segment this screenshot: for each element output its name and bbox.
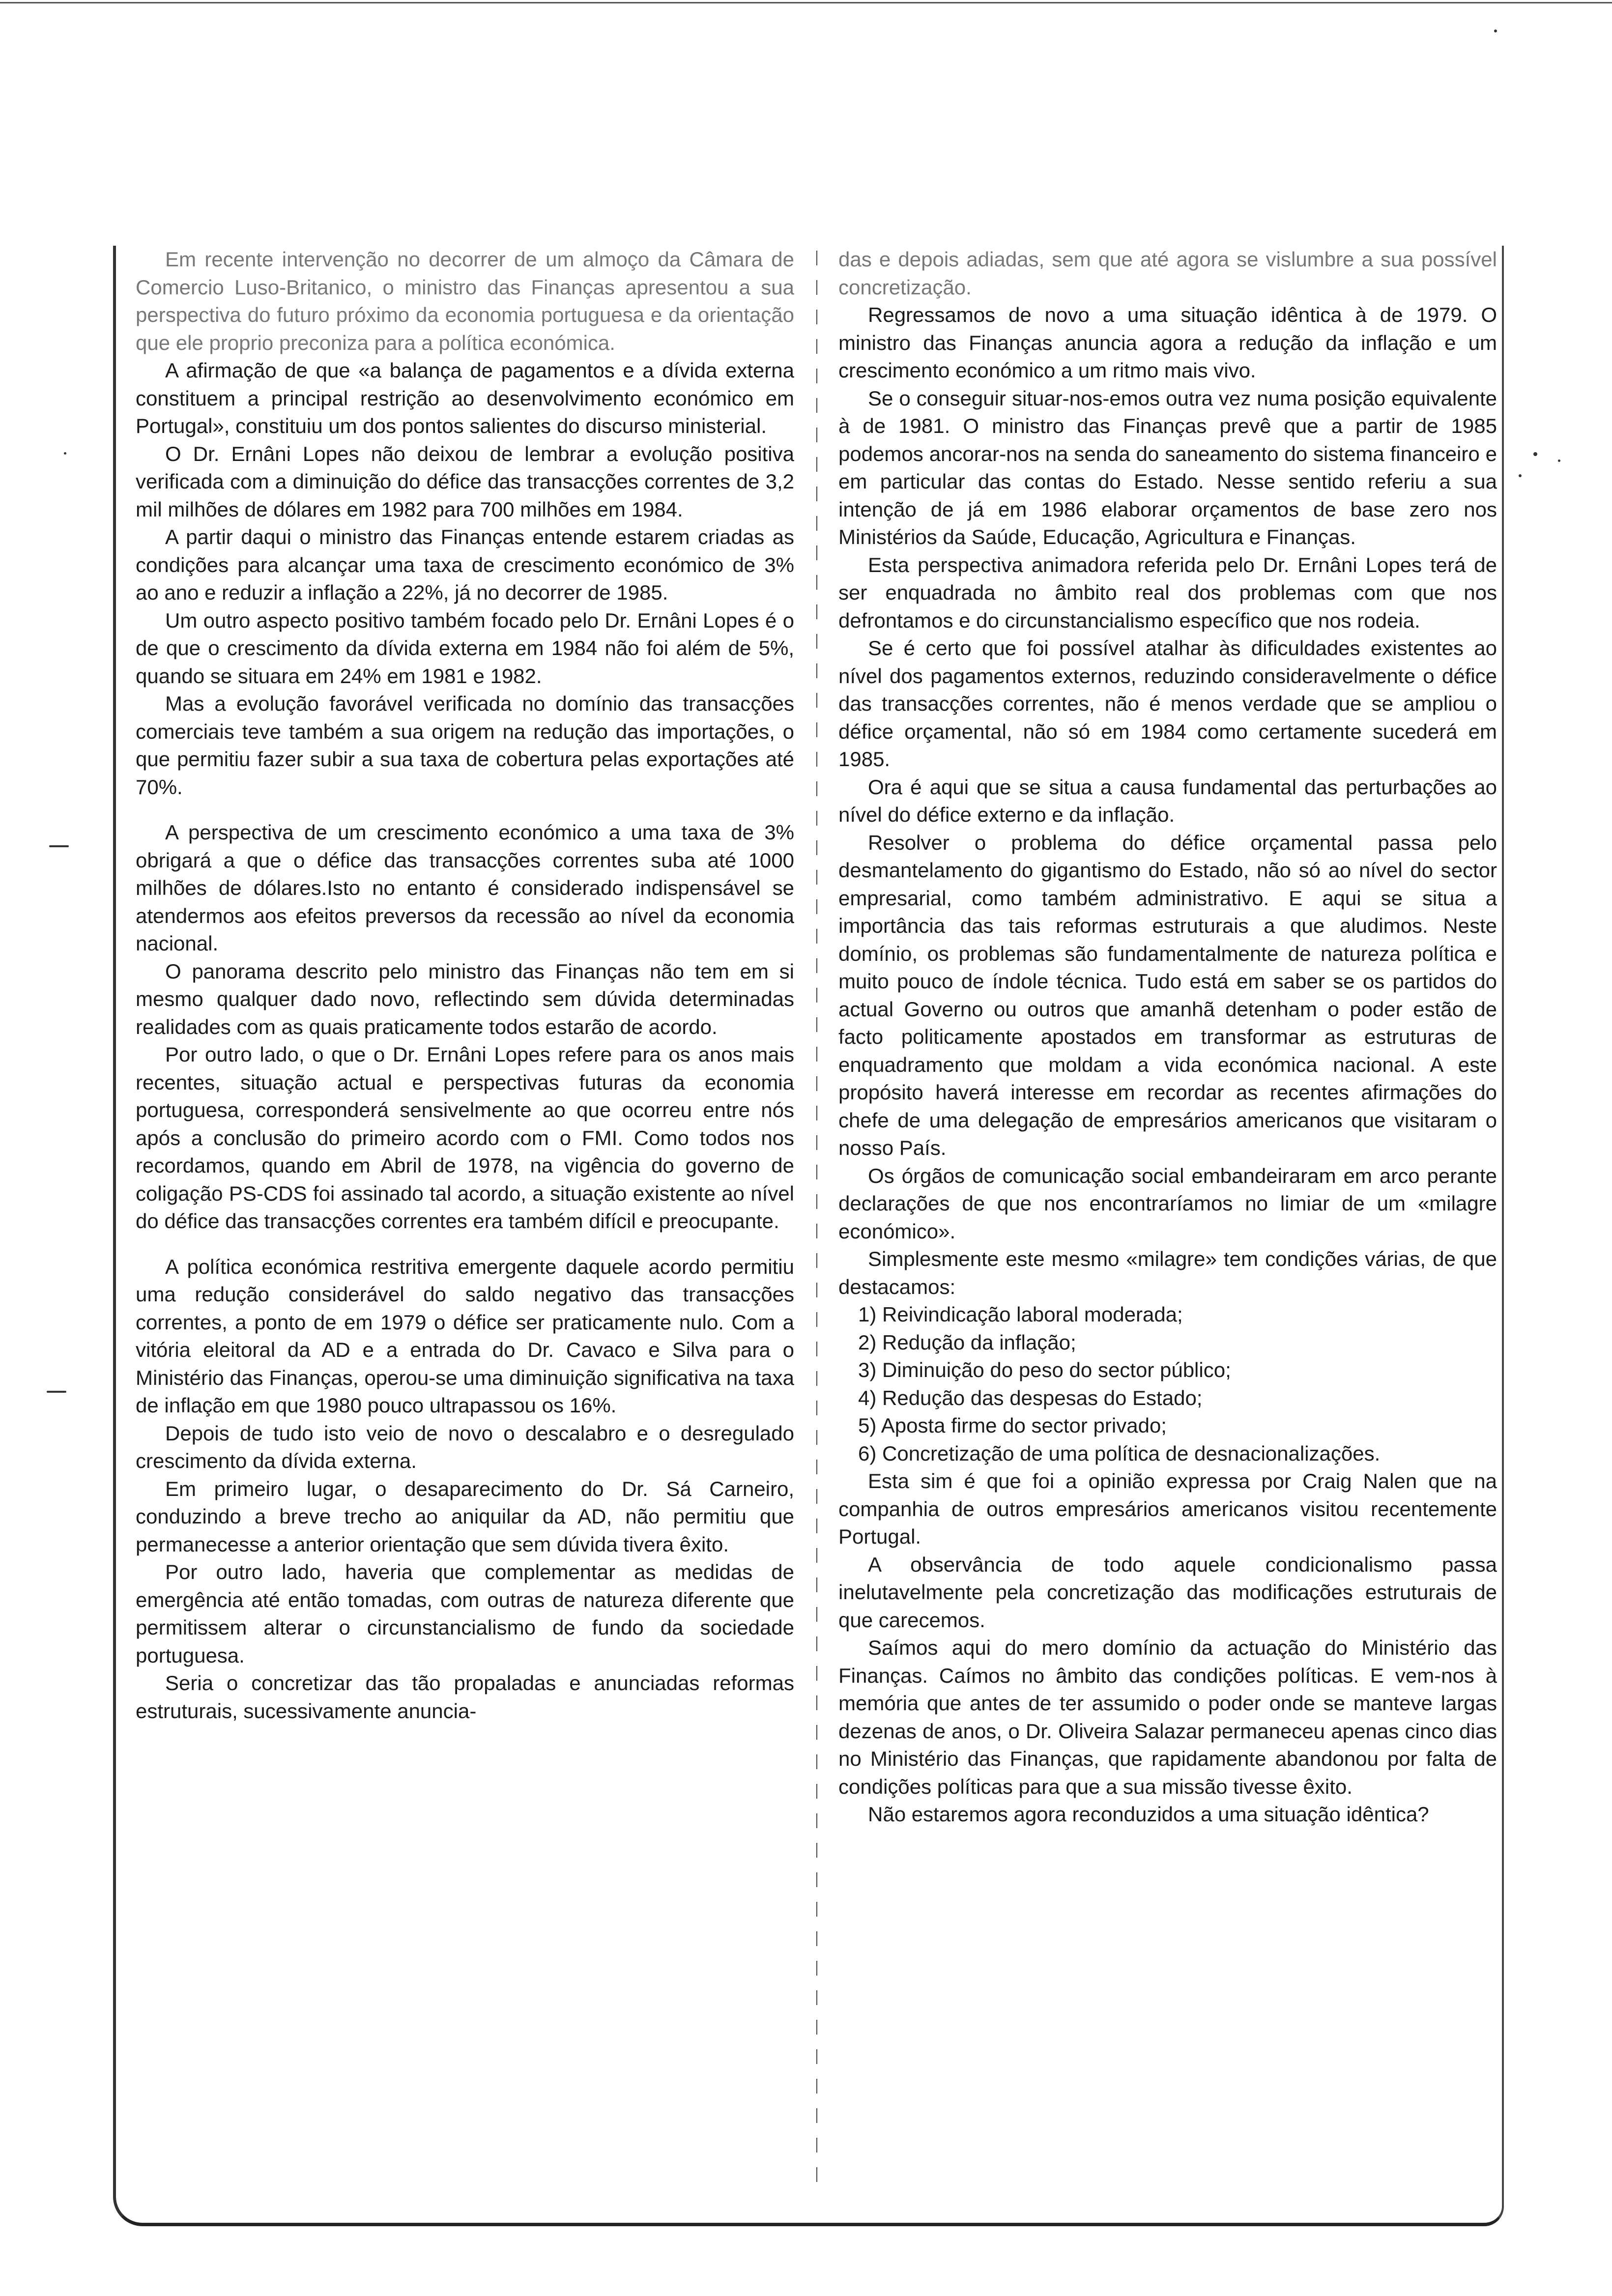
list-item: 5) Aposta firme do sector privado;: [858, 1414, 1167, 1437]
paragraph: das e depois adiadas, sem que até agora se vislumbre a sua possível concretização.: [838, 248, 1497, 299]
scan-speck: [1533, 452, 1537, 456]
paragraph: Em primeiro lugar, o desaparecimento do Dr. Sá Carneiro, conduzindo a breve trecho ao aniquilar da AD, não permitiu que permanecesse a anterior orientação que sem dúvida tivera êxito.: [136, 1477, 794, 1556]
paragraph: Os órgãos de comunicação social embandeiraram em arco perante declarações de que nos encontraríamos no limiar de um «milagre económico».: [838, 1164, 1497, 1243]
scan-speck: [1494, 29, 1497, 32]
list-item: 6) Concretização de uma política de desnacionalizações.: [858, 1441, 1381, 1465]
left-column: [136, 246, 794, 1725]
paragraph: A política económica restritiva emergente daquele acordo permitiu uma redução considerável do saldo negativo das transacções correntes, a ponto de em 1979 o défice ser praticamente nulo. Com a vitória eleitoral da AD e a entrada do Dr. Cavaco e Silva para o Ministério das Finanças, operou-se uma diminuição significativa na taxa de inflação em que 1980 pouco ultrapassou os 16%.: [136, 1255, 794, 1417]
paragraph: A partir daqui o ministro das Finanças entende estarem criadas as condições para alcançar uma taxa de crescimento económico de 3% ao ano e reduzir a inflação a 22%, já no decorrer de 1985.: [136, 525, 794, 604]
paragraph: Simplesmente este mesmo «milagre» tem condições várias, de que destacamos:: [838, 1247, 1497, 1298]
paragraph: Saímos aqui do mero domínio da actuação do Ministério das Finanças. Caímos no âmbito das condições políticas. E vem-nos à memória que antes de ter assumido o poder onde se manteve largas dezenas de anos, o Dr. Oliveira Salazar permaneceu apenas cinco dias no Ministério das Finanças, que rapidamente abandonou por falta de condições políticas para que a sua missão tivesse êxito.: [838, 1636, 1497, 1798]
paragraph: O Dr. Ernâni Lopes não deixou de lembrar a evolução positiva verificada com a diminuição do défice das transacções correntes de 3,2 mil milhões de dólares em 1982 para 700 milhões em 1984.: [136, 442, 794, 521]
column-divider: [816, 251, 817, 2187]
scan-speck: [47, 1391, 66, 1393]
paragraph: Mas a evolução favorável verificada no domínio das transacções comerciais teve também a sua origem na redução das importações, o que permitiu fazer subir a sua taxa de cobertura pelas exportações até 70%.: [136, 692, 794, 799]
paragraph: Regressamos de novo a uma situação idêntica à de 1979. O ministro das Finanças anuncia agora a redução da inflação e um crescimento económico a um ritmo mais vivo.: [838, 303, 1497, 382]
scan-speck: [1519, 474, 1522, 477]
paragraph: Não estaremos agora reconduzidos a uma situação idêntica?: [868, 1803, 1429, 1826]
paragraph: Esta perspectiva animadora referida pelo Dr. Ernâni Lopes terá de ser enquadrada no âmbito real dos problemas com que nos defrontamos e do circunstancialismo específico que nos rodeia.: [838, 553, 1497, 632]
scan-speck: [1558, 459, 1560, 462]
paragraph: Se é certo que foi possível atalhar às dificuldades existentes ao nível dos pagamentos externos, reduzindo consideravelmente o défice das transacções correntes, não é menos verdade que se ampliou o défice orçamental, não só em 1984 como certamente sucederá em 1985.: [838, 636, 1497, 771]
list-item: 1) Reivindicação laboral moderada;: [858, 1303, 1183, 1326]
paragraph: Por outro lado, o que o Dr. Ernâni Lopes refere para os anos mais recentes, situação actual e perspectivas futuras da economia portuguesa, corresponderá sensivelmente ao que ocorreu entre nós após a conclusão do primeiro acordo com o FMI. Como todos nos recordamos, quando em Abril de 1978, na vigência do governo de coligação PS-CDS foi assinado tal acordo, a situação existente ao nível do défice das transacções correntes era também difícil e preocupante.: [136, 1043, 794, 1233]
paragraph: Por outro lado, haveria que complementar as medidas de emergência até então tomadas, com outras de natureza diferente que permitissem alterar o circunstancialismo de fundo da sociedade portuguesa.: [136, 1560, 794, 1667]
paragraph: Depois de tudo isto veio de novo o descalabro e o desregulado crescimento da dívida externa.: [136, 1421, 794, 1472]
paragraph: A observância de todo aquele condicionalismo passa inelutavelmente pela concretização das modificações estruturais de que carecemos.: [838, 1552, 1497, 1632]
list-item: 4) Redução das despesas do Estado;: [858, 1386, 1203, 1409]
paragraph: Se o conseguir situar-nos-emos outra vez numa posição equivalente à de 1981. O ministro das Finanças prevê que a partir de 1985 podemos ancorar-nos na senda do saneamento do sistema financeiro e em particular das contas do Estado. Nesse sentido referiu a sua intenção de já em 1986 elaborar orçamentos de base zero nos Ministérios da Saúde, Educação, Agricultura e Finanças.: [838, 386, 1497, 548]
list-item: 2) Redução da inflação;: [858, 1330, 1076, 1354]
scan-speck: [49, 845, 69, 847]
paragraph: Em recente intervenção no decorrer de um almoço da Câmara de Comercio Luso-Britanico, o ministro das Finanças apresentou a sua perspectiva do futuro próximo da economia portuguesa e da orientação que ele proprio preconiza para a política económica.: [136, 248, 794, 354]
paragraph: Um outro aspecto positivo também focado pelo Dr. Ernâni Lopes é o de que o crescimento da dívida externa em 1984 não foi além de 5%, quando se situara em 24% em 1981 e 1982.: [136, 608, 794, 688]
paragraph: A perspectiva de um crescimento económico a uma taxa de 3% obrigará a que o défice das transacções correntes suba até 1000 milhões de dólares.Isto no entanto é considerado indispensável se atendermos aos efeitos preversos da recessão ao nível da economia nacional.: [136, 821, 794, 955]
paragraph: Resolver o problema do défice orçamental passa pelo desmantelamento do gigantismo do Estado, não só ao nível do sector empresarial, como também administrativo. E aqui se situa a importância das tais reformas estruturais a que aludimos. Neste domínio, os problemas são fundamentalmente de natureza política e muito pouco de índole técnica. Tudo está em saber se os partidos do actual Governo ou outros que amanhã detenham o poder estão de facto politicamente apostados em transformar as estruturas de enquadramento que moldam a vida económica nacional. A este propósito haverá interesse em recordar as recentes afirmações do chefe de uma delegação de empresários americanos que visitaram o nosso País.: [838, 831, 1497, 1159]
paragraph: A afirmação de que «a balança de pagamentos e a dívida externa constituem a principal restrição ao desenvolvimento económico em Portugal», constituiu um dos pontos salientes do discurso ministerial.: [136, 359, 794, 437]
paragraph: Ora é aqui que se situa a causa fundamental das perturbações ao nível do défice externo e da inflação.: [838, 775, 1497, 826]
scan-top-edge: [0, 2, 1612, 3]
scan-speck: [64, 452, 66, 455]
newspaper-clipping: [113, 246, 1504, 2226]
paragraph: O panorama descrito pelo ministro das Finanças não tem em si mesmo qualquer dado novo, reflectindo sem dúvida determinadas realidades com as quais praticamente todos estarão de acordo.: [136, 959, 794, 1038]
list-item: 3) Diminuição do peso do sector público;: [858, 1358, 1231, 1381]
paragraph: Esta sim é que foi a opinião expressa por Craig Nalen que na companhia de outros empresários americanos visitou recentemente Portugal.: [838, 1469, 1497, 1548]
right-column: [838, 246, 1497, 1829]
paragraph: Seria o concretizar das tão propaladas e anunciadas reformas estruturais, sucessivamente anuncia-: [136, 1671, 794, 1722]
